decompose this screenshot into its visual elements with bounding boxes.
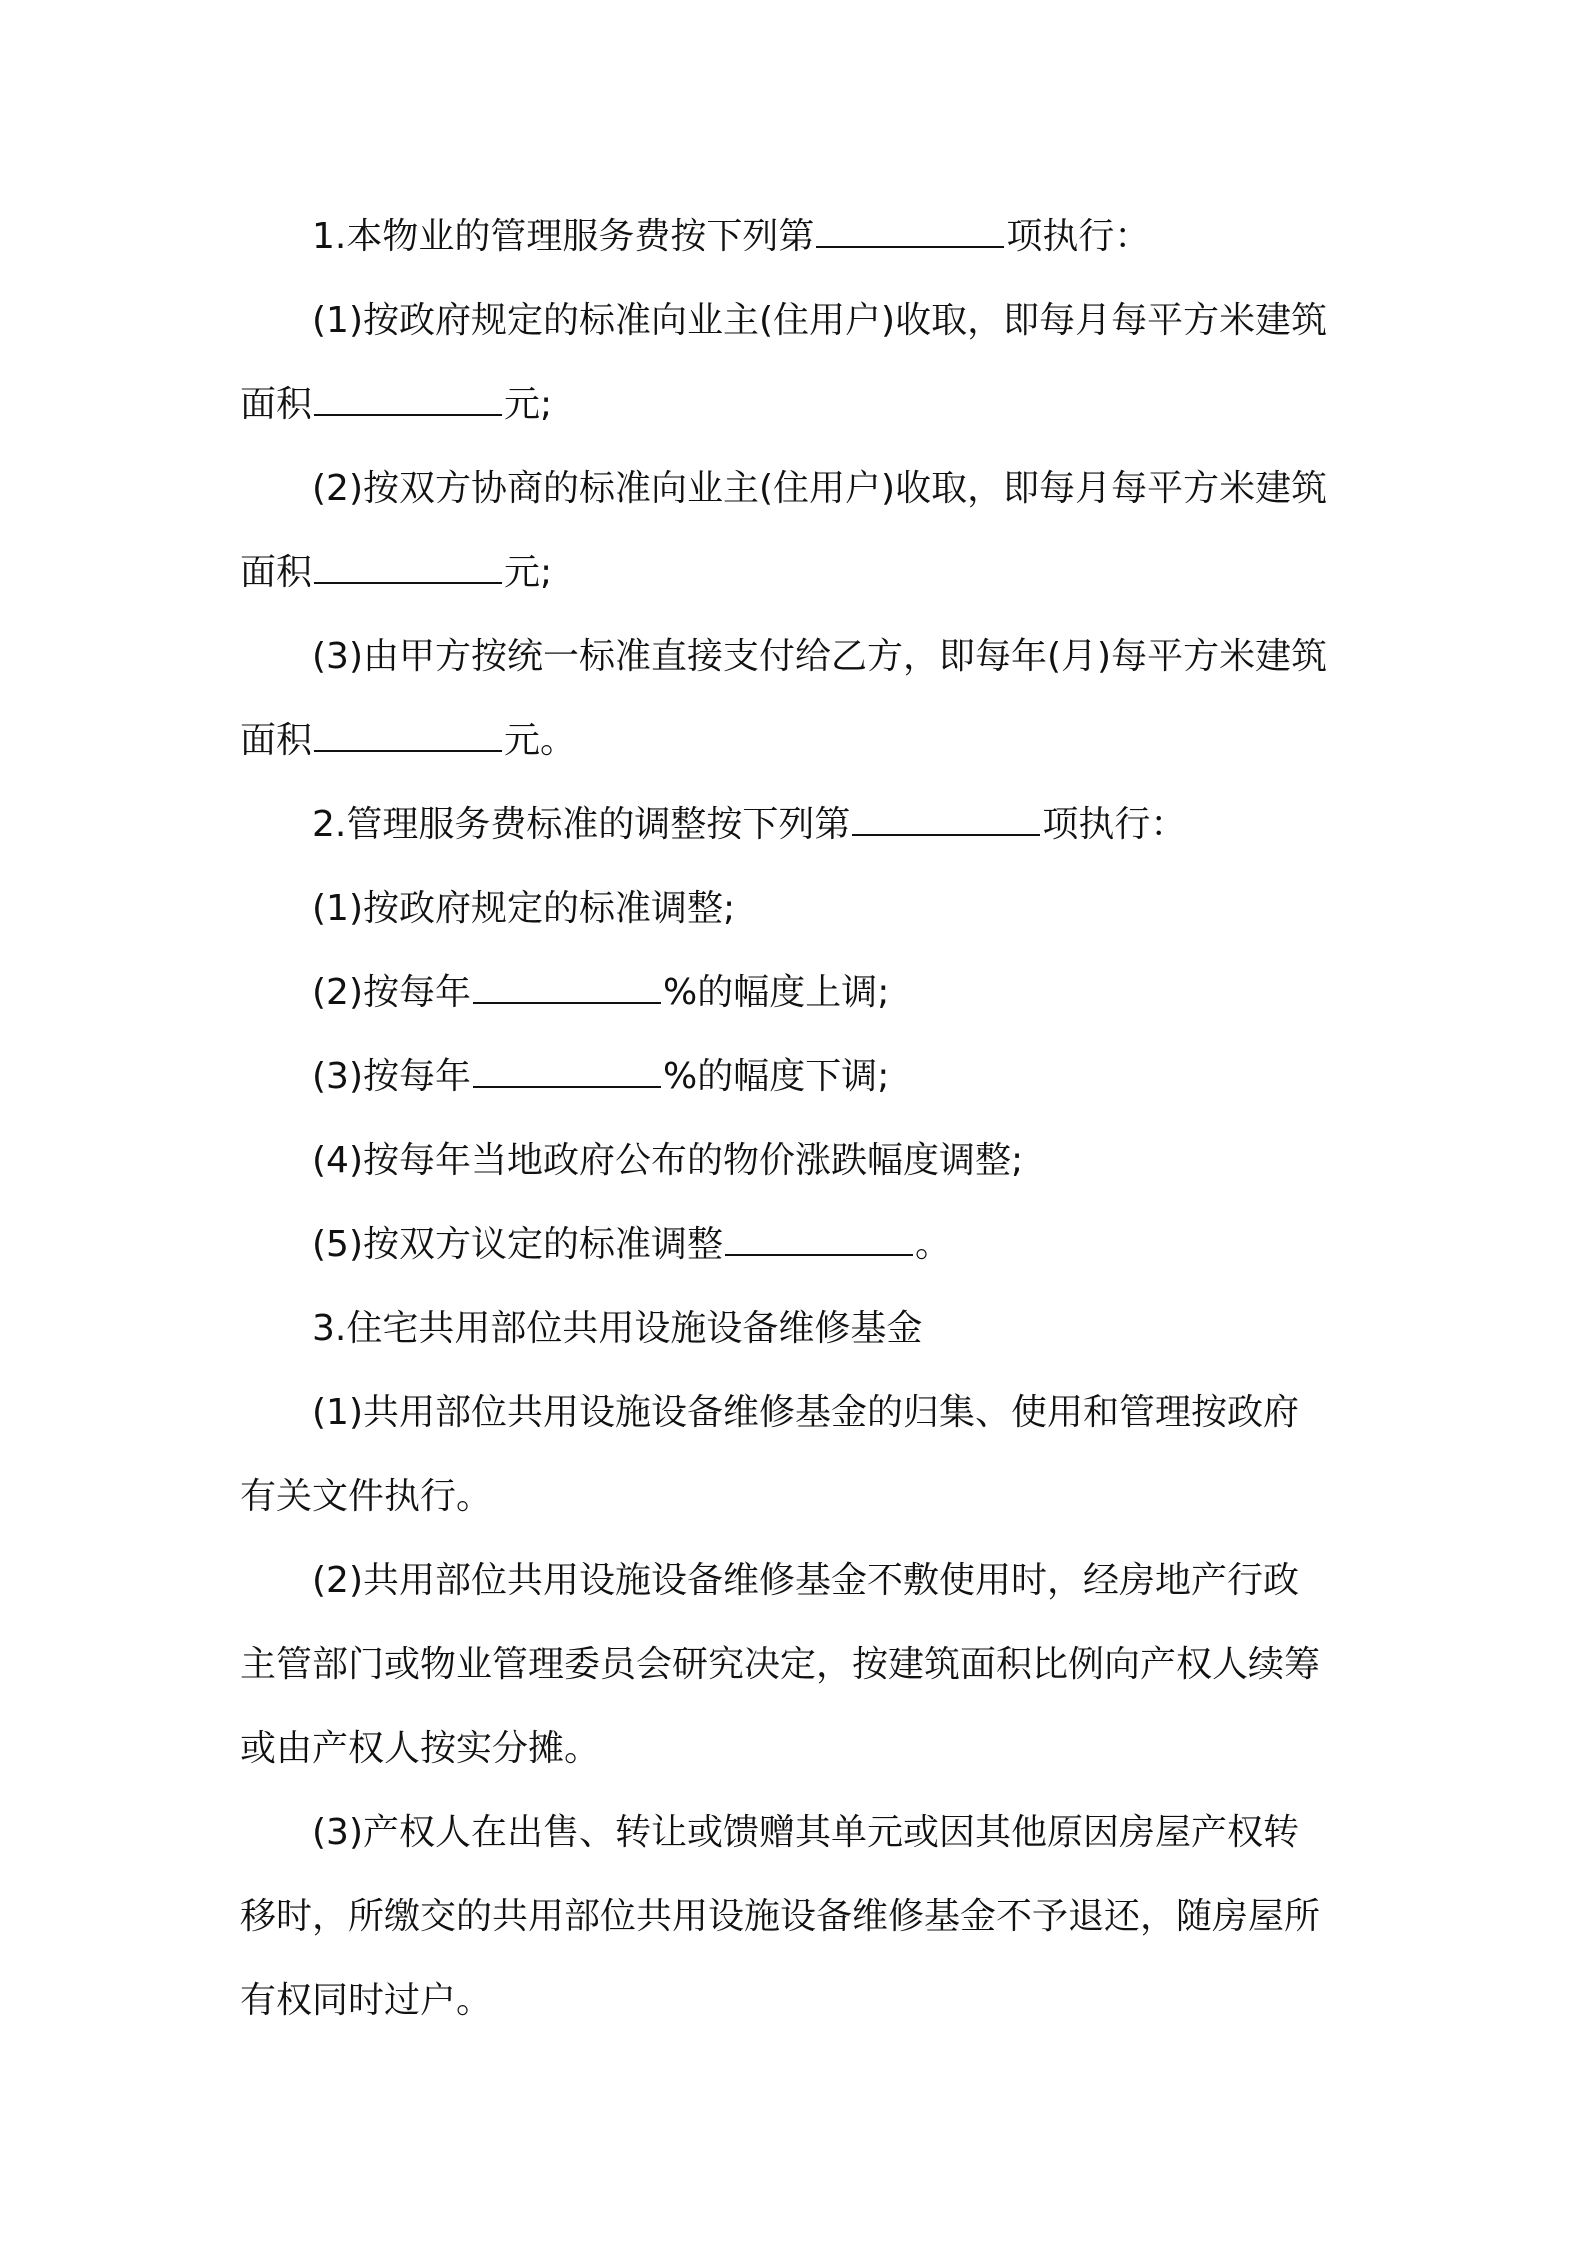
fill-blank — [816, 216, 1004, 248]
section-1-option-3-line-1: (3)由甲方按统一标准直接支付给乙方，即每年(月)每平方米建筑 — [312, 636, 1328, 677]
section-1-option-2-line-2: 面积 元; — [240, 552, 553, 593]
section-3-paragraph-3-line-3: 有权同时过户。 — [240, 1980, 493, 2021]
fill-blank — [473, 1056, 661, 1088]
section-3-paragraph-2-line-3: 或由产权人按实分摊。 — [240, 1728, 601, 1769]
fill-blank — [725, 1224, 913, 1256]
section-3-heading: 3.住宅共用部位共用设施设备维修基金 — [312, 1308, 923, 1349]
fill-blank — [314, 720, 502, 752]
section-2-option-2: (2)按每年 %的幅度上调; — [312, 972, 890, 1013]
section-3-paragraph-1-line-1: (1)共用部位共用设施设备维修基金的归集、使用和管理按政府 — [312, 1392, 1299, 1433]
section-3-paragraph-2-line-2: 主管部门或物业管理委员会研究决定，按建筑面积比例向产权人续筹 — [240, 1644, 1321, 1685]
section-2-option-5: (5)按双方议定的标准调整 。 — [312, 1224, 952, 1265]
fill-blank — [852, 804, 1040, 836]
fill-blank — [314, 552, 502, 584]
section-2-option-1: (1)按政府规定的标准调整; — [312, 888, 736, 929]
section-2-heading: 2.管理服务费标准的调整按下列第 项执行： — [312, 804, 1187, 845]
section-1-option-1-line-1: (1)按政府规定的标准向业主(住用户)收取，即每月每平方米建筑 — [312, 300, 1328, 341]
section-3-paragraph-1-line-2: 有关文件执行。 — [240, 1476, 493, 1517]
section-2-option-4: (4)按每年当地政府公布的物价涨跌幅度调整; — [312, 1140, 1024, 1181]
section-1-option-1-line-2: 面积 元; — [240, 384, 553, 425]
fill-blank — [314, 384, 502, 416]
fill-blank — [473, 972, 661, 1004]
section-1-option-2-line-1: (2)按双方协商的标准向业主(住用户)收取，即每月每平方米建筑 — [312, 468, 1328, 509]
section-1-heading: 1.本物业的管理服务费按下列第 项执行： — [312, 216, 1151, 257]
section-3-paragraph-2-line-1: (2)共用部位共用设施设备维修基金不敷使用时，经房地产行政 — [312, 1560, 1299, 1601]
section-3-paragraph-3-line-2: 移时，所缴交的共用部位共用设施设备维修基金不予退还，随房屋所 — [240, 1896, 1321, 1937]
section-2-option-3: (3)按每年 %的幅度下调; — [312, 1056, 890, 1097]
document-body — [240, 195, 1350, 2043]
section-1-option-3-line-2: 面积 元。 — [240, 720, 577, 761]
section-3-paragraph-3-line-1: (3)产权人在出售、转让或馈赠其单元或因其他原因房屋产权转 — [312, 1812, 1299, 1853]
